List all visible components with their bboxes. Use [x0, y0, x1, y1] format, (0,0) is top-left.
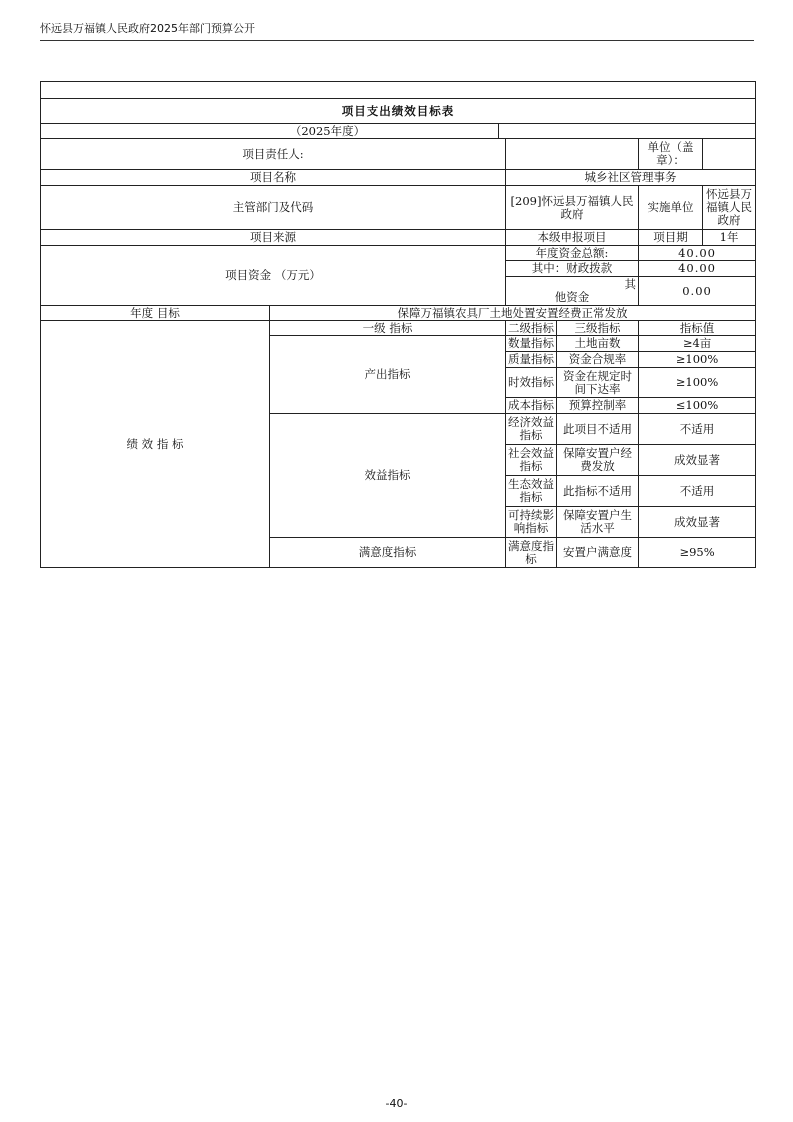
goal-label: 年度 目标 [41, 306, 270, 321]
period-value: 1年 [703, 230, 756, 246]
benefit-value: 成效显著 [639, 445, 756, 476]
department-label: 主管部门及代码 [41, 186, 506, 230]
funds-total-label: 年度资金总额: [506, 246, 639, 261]
satisfaction-level2: 满意度指标 [506, 538, 557, 568]
responsible-value [506, 139, 639, 170]
source-label: 项目来源 [41, 230, 506, 246]
output-indicator-label: 产出指标 [270, 336, 506, 414]
funds-fiscal-value: 40.00 [639, 261, 756, 277]
output-value: ≥4亩 [639, 336, 756, 352]
year-row-blank [499, 124, 756, 139]
output-level3: 预算控制率 [557, 398, 639, 414]
output-value: ≤100% [639, 398, 756, 414]
indicators-section-label: 绩 效 指 标 [41, 321, 270, 568]
funds-label: 项目资金 （万元） [41, 246, 506, 306]
funds-total-value: 40.00 [639, 246, 756, 261]
funds-other-value: 0.00 [639, 277, 756, 306]
col-level1-header: 一级 指标 [270, 321, 506, 336]
satisfaction-value: ≥95% [639, 538, 756, 568]
output-level2: 成本指标 [506, 398, 557, 414]
col-level2-header: 二级指标 [506, 321, 557, 336]
output-value: ≥100% [639, 368, 756, 398]
output-level3: 资金在规定时间下达率 [557, 368, 639, 398]
responsible-label: 项目责任人: [41, 139, 506, 170]
benefit-level3: 保障安置户经费发放 [557, 445, 639, 476]
benefit-value: 不适用 [639, 476, 756, 507]
funds-other-label-a: 其 [624, 277, 636, 291]
page-number: -40- [385, 1097, 408, 1110]
col-value-header: 指标值 [639, 321, 756, 336]
benefit-level2: 可持续影响指标 [506, 507, 557, 538]
benefit-level2: 经济效益指标 [506, 414, 557, 445]
department-value: [209]怀远县万福镇人民政府 [506, 186, 639, 230]
col-level3-header: 三级指标 [557, 321, 639, 336]
benefit-value: 成效显著 [639, 507, 756, 538]
output-value: ≥100% [639, 352, 756, 368]
benefit-level3: 此项目不适用 [557, 414, 639, 445]
funds-fiscal-label: 其中：财政拨款 [506, 261, 639, 277]
fiscal-year: （2025年度） [41, 124, 499, 139]
output-level2: 数量指标 [506, 336, 557, 352]
table-title: 项目支出绩效目标表 [41, 99, 756, 124]
benefit-level2: 社会效益指标 [506, 445, 557, 476]
unit-seal-label: 单位（盖章）： [639, 139, 703, 170]
project-name-value: 城乡社区管理事务 [506, 170, 756, 186]
source-value: 本级申报项目 [506, 230, 639, 246]
period-label: 项目期 [639, 230, 703, 246]
output-level3: 土地亩数 [557, 336, 639, 352]
benefit-level2: 生态效益指标 [506, 476, 557, 507]
satisfaction-indicator-label: 满意度指标 [270, 538, 506, 568]
benefit-level3: 此指标不适用 [557, 476, 639, 507]
page-header: 怀远县万福镇人民政府2025年部门预算公开 [40, 22, 754, 41]
impl-unit-value: 怀远县万福镇人民政府 [703, 186, 756, 230]
funds-other-label-b: 他资金 [554, 290, 590, 304]
unit-seal-value [703, 139, 756, 170]
impl-unit-label: 实施单位 [639, 186, 703, 230]
performance-target-table [40, 81, 756, 568]
output-level2: 时效指标 [506, 368, 557, 398]
project-name-label: 项目名称 [41, 170, 506, 186]
satisfaction-level3: 安置户满意度 [557, 538, 639, 568]
benefit-value: 不适用 [639, 414, 756, 445]
benefit-indicator-label: 效益指标 [270, 414, 506, 538]
output-level2: 质量指标 [506, 352, 557, 368]
funds-other-label [506, 277, 639, 306]
goal-value: 保障万福镇农具厂土地处置安置经费正常发放 [270, 306, 756, 321]
output-level3: 资金合规率 [557, 352, 639, 368]
blank-top-row [41, 82, 756, 99]
benefit-level3: 保障安置户生活水平 [557, 507, 639, 538]
